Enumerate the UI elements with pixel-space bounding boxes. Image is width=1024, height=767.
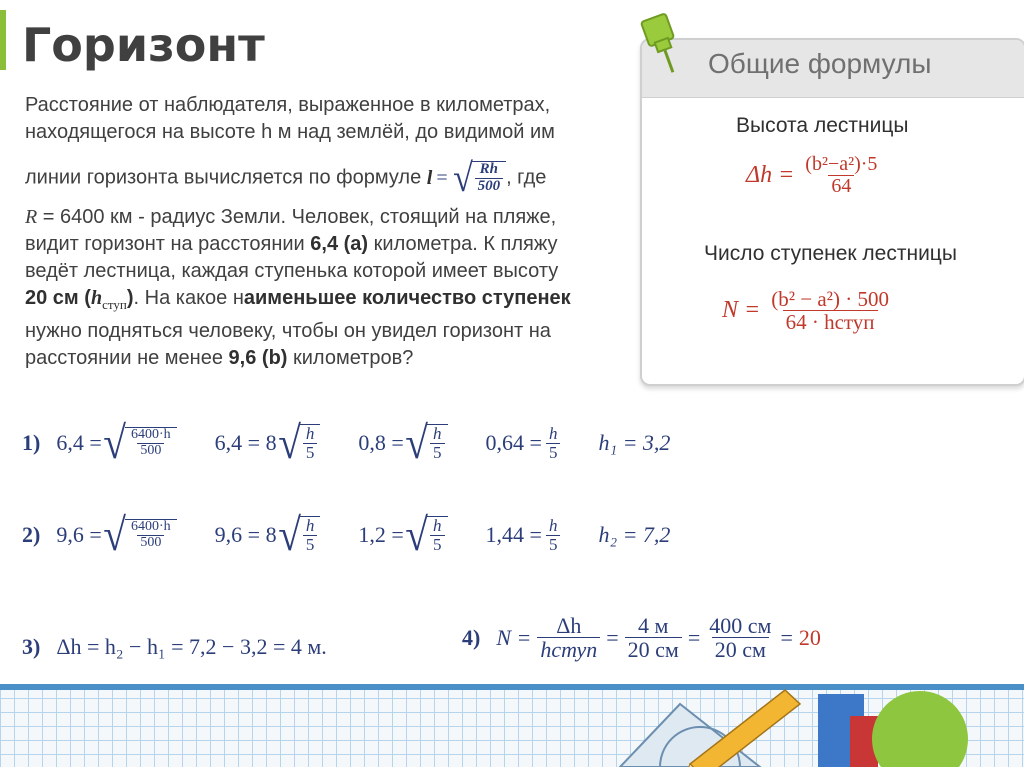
value: 6,4 [310, 233, 339, 255]
denominator: 5 [430, 535, 445, 554]
denominator: 5 [303, 535, 318, 554]
text: = 6400 км - радиус Земли. Человек, стоящий на пляже, [37, 206, 557, 228]
value: 9,6 [228, 347, 257, 369]
equals: = [780, 624, 793, 650]
sqrt-icon: √ [452, 155, 473, 200]
numerator: h [548, 423, 558, 443]
radicand [427, 516, 448, 554]
numerator: h [548, 515, 558, 535]
equation [214, 417, 321, 468]
lhs: 0,64 = [485, 430, 542, 455]
equation [486, 425, 561, 462]
fraction [546, 425, 561, 462]
sqrt-icon: √ [277, 509, 301, 560]
text: километра. К пляжу [368, 233, 558, 255]
fraction [625, 614, 682, 661]
denominator: 5 [546, 535, 561, 554]
formula-var: l [426, 166, 433, 189]
school-supplies-illustration [0, 684, 1024, 767]
equation: Δh = h₂ − h₁ = 7,2 − 3,2 = 4 м. [56, 634, 327, 659]
lhs: 0,8 = [358, 430, 404, 455]
denominator: 64 · hступ [783, 310, 878, 333]
green-sphere-icon [872, 691, 968, 767]
paren: ) [126, 287, 134, 309]
problem-line [25, 119, 625, 146]
formula-label: Высота лестницы [736, 114, 909, 137]
sqrt-icon: √ [405, 417, 428, 468]
result: h₂ = 7,2 [598, 522, 671, 547]
paren: ( [84, 287, 91, 309]
fraction [430, 517, 445, 554]
equation [358, 417, 447, 468]
fraction [430, 425, 445, 462]
numerator: h [305, 424, 315, 444]
radicand [472, 161, 507, 195]
subscript: ступ [102, 297, 127, 312]
solution-step-3 [22, 634, 327, 660]
tag: (b) [261, 347, 288, 369]
numerator: (b² − a²) · 500 [771, 287, 889, 311]
value: 20 см [25, 287, 79, 309]
step-number: 3) [22, 634, 41, 659]
numerator: Δh [556, 613, 582, 638]
text: ведёт лестница, каждая ступенька которой имеет высоту [25, 260, 559, 282]
numerator: 6400·h [131, 519, 171, 535]
height-formula [746, 154, 880, 197]
text: . На какое н [133, 287, 244, 309]
problem-line [25, 318, 625, 345]
equation [214, 509, 321, 560]
sqrt-icon: √ [103, 509, 126, 560]
text: расстоянии не менее [25, 347, 229, 369]
fraction [802, 154, 880, 197]
denominator: 64 [828, 175, 854, 197]
numerator: (b²−a²)·5 [805, 153, 878, 175]
problem-line [25, 345, 625, 372]
fraction [768, 288, 892, 333]
result: h₁ = 3,2 [598, 430, 671, 455]
solution-step-2 [22, 509, 671, 560]
accent-bar [0, 10, 6, 70]
numerator: Rh [479, 161, 498, 178]
formula-lhs: Δh = [746, 162, 795, 188]
page-title: Горизонт [22, 18, 265, 72]
numerator: h [305, 516, 315, 536]
text: Расстояние от наблюдателя, выраженное в километрах, [25, 94, 551, 116]
numerator: h [433, 424, 442, 444]
denominator: 5 [430, 443, 445, 462]
numerator: h [433, 516, 442, 536]
decorative-footer [0, 684, 1024, 767]
formula-eq: = [436, 166, 448, 189]
horizon-formula [426, 155, 506, 200]
formulas-panel [640, 38, 1024, 386]
text: нужно подняться человеку, чтобы он увидел горизонт на [25, 320, 551, 342]
denominator: 5 [303, 443, 318, 462]
lhs: 6,4 = [56, 430, 102, 455]
equation [56, 417, 176, 468]
numerator: 400 см [709, 613, 772, 638]
radicand [427, 424, 448, 462]
formula-var: R [25, 206, 38, 228]
sqrt-icon: √ [405, 509, 428, 560]
tag [84, 287, 134, 312]
text: аименьшее количество ступенек [243, 287, 571, 309]
formula-label: Число ступенек лестницы [704, 242, 957, 265]
problem-line [25, 204, 625, 231]
answer: 20 [798, 624, 821, 650]
solution-step-1 [22, 417, 671, 468]
problem-line [25, 231, 625, 258]
pushpin-icon [628, 10, 698, 80]
denominator: 500 [137, 535, 164, 551]
problem-text [25, 92, 625, 372]
lhs: 1,44 = [485, 522, 542, 547]
equation [56, 509, 176, 560]
step-number: 2) [22, 522, 41, 547]
problem-line [25, 258, 625, 285]
formula-lhs: N = [722, 297, 761, 324]
fraction [128, 428, 174, 458]
lhs: 6,4 = 8 [214, 430, 277, 455]
denominator: 5 [546, 443, 561, 462]
fraction [303, 517, 318, 554]
tag: (a) [343, 233, 369, 255]
equation [358, 509, 447, 560]
text: видит горизонт на расстоянии [25, 233, 311, 255]
solution-step-4 [462, 614, 821, 661]
denominator: 20 см [712, 637, 769, 661]
radicand [125, 519, 177, 550]
lhs: 9,6 = [56, 522, 102, 547]
fraction [546, 517, 561, 554]
denominator: 500 [475, 178, 504, 195]
panel-title: Общие формулы [708, 48, 932, 79]
lhs: 1,2 = [358, 522, 404, 547]
equation [486, 517, 561, 554]
fraction [706, 614, 774, 661]
fraction [303, 425, 318, 462]
formula-var: h [90, 287, 103, 309]
problem-line [25, 92, 625, 119]
radicand [300, 516, 321, 554]
radicand [300, 424, 321, 462]
text: находящегося на высоте h м над землёй, до видимой им [25, 121, 555, 143]
steps-formula [722, 288, 892, 333]
lhs: 9,6 = 8 [214, 522, 277, 547]
sqrt-icon: √ [277, 417, 301, 468]
equals: = [606, 624, 619, 650]
numerator: 4 м [638, 613, 669, 638]
step-number: 1) [22, 430, 41, 455]
lhs: N = [496, 624, 532, 650]
radicand [125, 427, 177, 458]
denominator: hступ [537, 637, 600, 661]
denominator: 500 [137, 443, 164, 459]
step-number: 4) [462, 624, 481, 650]
fraction [475, 162, 504, 195]
fraction [128, 520, 174, 550]
fraction [537, 614, 600, 661]
denominator: 20 см [625, 637, 682, 661]
numerator: 6400·h [131, 427, 171, 443]
sqrt-icon: √ [103, 417, 126, 468]
text: линии горизонта вычисляется по формуле [25, 166, 422, 189]
equals: = [687, 624, 701, 650]
text: , где [506, 166, 547, 189]
problem-line [25, 155, 625, 200]
text: километров? [287, 347, 414, 369]
problem-line [25, 285, 625, 318]
